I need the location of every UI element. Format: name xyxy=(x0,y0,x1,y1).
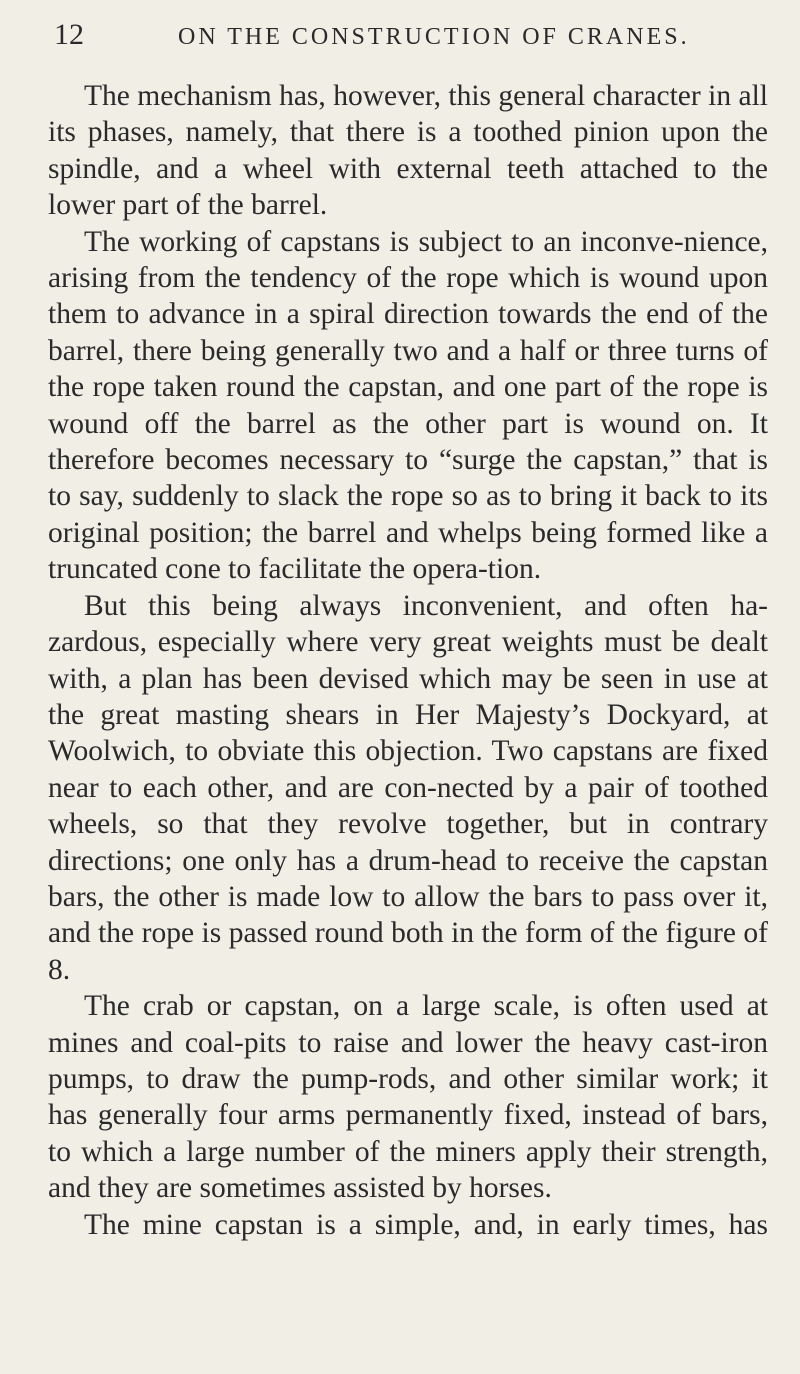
running-head xyxy=(48,18,768,78)
paragraph-mine-crab: The crab or capstan, on a large scale, is often used at mines and coal-pits to raise and lower the heavy cast-iron pumps, to draw the pump-rods, and other similar work; it has generally four arms permanently fixed, instead of bars, to which a large number of the miners apply their strength, and they are sometimes assisted by horses. xyxy=(48,990,768,1205)
book-page xyxy=(48,18,768,1243)
body-text xyxy=(48,78,768,1243)
page-number: 12 xyxy=(54,18,84,51)
paragraph-capstan-spiral: The working of capstans is subject to an inconve-nience, arising from the tendency of the rope which is wound upon them to advance in a spiral direction towards the end of the barrel, there being generally two and a half or three turns of the rope taken round the capstan, and one part of the rope is wound off the barrel as the other part is wound on. It therefore becomes necessary to “surge the capstan,” that is to say, suddenly to slack the rope so as to bring it back to its original position; the barrel and whelps being formed like a truncated cone to facilitate the opera-tion. xyxy=(48,225,768,586)
paragraph-pinion: The mechanism has, however, this general character in all its phases, namely, that there is a toothed pinion upon the spindle, and a wheel with external teeth attached to the lower part of the barrel. xyxy=(48,80,768,222)
paragraph-mine-capstan: The mine capstan is a simple, and, in early times, has xyxy=(84,1208,768,1241)
paragraph-woolwich-capstans: But this being always inconvenient, and often ha-zardous, especially where very great weights must be dealt with, a plan has been devised which may be seen in use at the great masting shears in Her Majesty’s Dockyard, at Woolwich, to obviate this objection. Two capstans are fixed near to each other, and are con-nected by a pair of toothed wheels, so that they revolve together, but in contrary directions; one only has a drum-head to receive the capstan bars, the other is made low to allow the bars to pass over it, and the rope is passed round both in the form of the figure of 8. xyxy=(48,589,768,986)
running-title: ON THE CONSTRUCTION OF CRANES. xyxy=(178,24,690,50)
